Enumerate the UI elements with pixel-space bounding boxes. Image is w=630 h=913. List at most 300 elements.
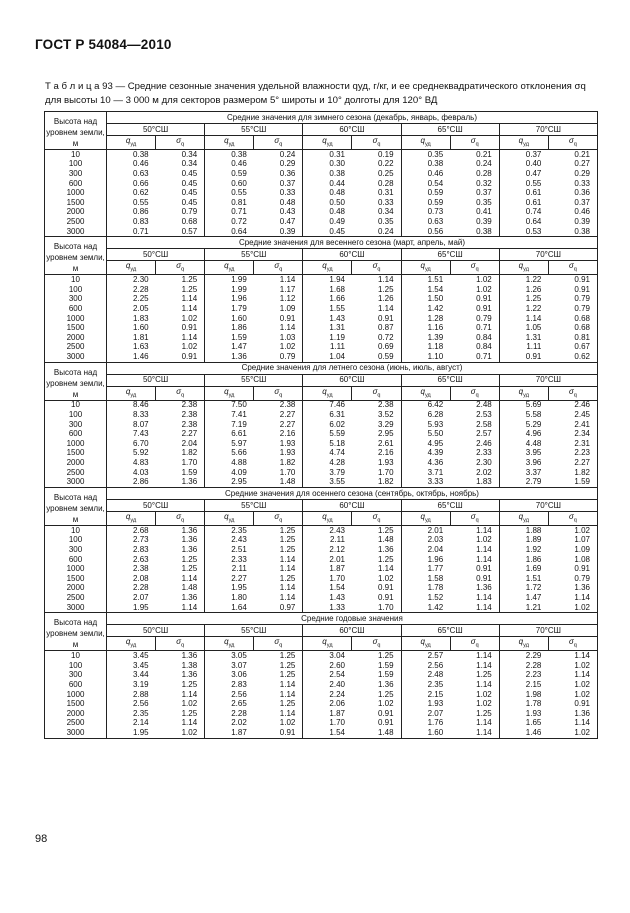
value-cell: 0.91	[254, 314, 303, 324]
table-row	[45, 352, 598, 362]
value-cell: 0.79	[156, 208, 205, 218]
latitude-header-row	[45, 374, 598, 386]
value-cell: 0.91	[548, 699, 597, 709]
latitude-header: 50°СШ	[107, 500, 205, 512]
sigma-subscript: q	[377, 266, 381, 273]
value-cell: 1.07	[548, 536, 597, 546]
altitude-cell: 100	[45, 661, 107, 671]
value-cell: 2.30	[133, 275, 149, 285]
q-subscript: уд	[130, 392, 137, 399]
sigma-subscript: q	[573, 517, 577, 524]
q-subscript: уд	[228, 141, 235, 148]
section-header-row	[45, 488, 598, 500]
value-cell: 0.28	[450, 169, 499, 179]
value-cell: 1.33	[303, 603, 352, 613]
value-cell: 0.47	[525, 168, 542, 178]
value-cell: 0.91	[352, 719, 401, 729]
altitude-cell: 2000	[45, 458, 107, 468]
value-cell: 0.79	[450, 314, 499, 324]
value-cell: 0.38	[133, 149, 149, 159]
value-cell: 0.64	[205, 227, 254, 237]
latitude-header: 55°СШ	[205, 249, 303, 261]
value-cell: 3.45	[133, 660, 149, 670]
q-symbol: q	[420, 135, 425, 145]
value-cell: 0.91	[352, 584, 401, 594]
q-subscript: уд	[130, 266, 137, 273]
value-cell: 3.33	[401, 477, 450, 487]
value-cell: 1.36	[548, 584, 597, 594]
value-cell: 1.02	[548, 680, 597, 690]
value-cell: 2.38	[156, 400, 205, 410]
latitude-header: 70°СШ	[499, 374, 597, 386]
value-cell: 0.53	[499, 227, 548, 237]
latitude-header: 60°СШ	[303, 124, 401, 136]
value-cell: 0.71	[231, 207, 247, 217]
value-cell: 1.95	[107, 728, 156, 738]
q-symbol: q	[420, 261, 425, 271]
value-cell: 0.56	[401, 227, 450, 237]
value-cell: 0.91	[156, 352, 205, 362]
q-symbol: q	[322, 261, 327, 271]
value-cell: 1.72	[525, 583, 542, 593]
value-cell: 0.73	[427, 207, 444, 217]
value-cell: 1.03	[254, 333, 303, 343]
value-cell: 0.48	[329, 207, 345, 217]
sigma-subscript: q	[573, 266, 577, 273]
table-row	[45, 690, 598, 700]
value-cell: 6.28	[427, 410, 444, 420]
table-row	[45, 439, 598, 449]
value-cell: 1.25	[156, 680, 205, 690]
q-subscript: уд	[326, 266, 333, 273]
value-cell: 0.61	[525, 197, 542, 207]
value-cell: 1.09	[254, 304, 303, 314]
q-subscript: уд	[523, 266, 529, 273]
value-cell: 1.14	[450, 661, 499, 671]
value-cell: 0.24	[352, 227, 401, 237]
value-cell: 1.58	[427, 573, 444, 583]
q-subscript: уд	[326, 141, 333, 148]
value-cell: 2.16	[352, 449, 401, 459]
value-cell: 1.96	[427, 554, 444, 564]
value-cell: 1.36	[156, 651, 205, 661]
season-title: Средние годовые значения	[107, 613, 598, 625]
value-cell: 0.91	[450, 304, 499, 314]
table-container	[44, 111, 597, 739]
altitude-cell: 1500	[45, 574, 107, 584]
value-cell: 1.14	[254, 680, 303, 690]
table-row	[45, 603, 598, 613]
value-cell: 1.59	[231, 332, 247, 342]
value-cell: 5.69	[525, 400, 542, 410]
sigma-symbol: σ	[470, 261, 476, 271]
q-subscript: уд	[523, 642, 529, 649]
table-body	[45, 112, 598, 739]
value-cell: 1.76	[427, 718, 444, 728]
value-cell: 4.83	[133, 458, 149, 468]
altitude-column-header: Высота над уровнем земли, м	[45, 488, 107, 526]
value-cell: 2.46	[548, 400, 597, 410]
value-cell: 1.70	[254, 468, 303, 478]
value-cell: 1.14	[254, 709, 303, 719]
table-row	[45, 458, 598, 468]
table-row	[45, 343, 598, 353]
value-cell: 0.38	[548, 227, 597, 237]
value-cell: 1.52	[427, 592, 444, 602]
value-cell: 0.38	[427, 159, 444, 169]
value-cell: 0.91	[352, 314, 401, 324]
value-cell: 1.14	[254, 584, 303, 594]
q-symbol: q	[224, 637, 229, 647]
value-cell: 1.25	[450, 709, 499, 719]
value-cell: 0.91	[352, 709, 401, 719]
table-row	[45, 400, 598, 410]
table-row	[45, 719, 598, 729]
value-cell: 2.33	[450, 449, 499, 459]
value-cell: 0.45	[303, 227, 352, 237]
value-cell: 2.05	[133, 303, 149, 313]
value-cell: 3.07	[231, 660, 247, 670]
value-cell: 1.02	[352, 699, 401, 709]
value-cell: 1.26	[525, 284, 542, 294]
value-cell: 0.38	[450, 227, 499, 237]
value-cell: 0.39	[548, 217, 597, 227]
value-cell: 3.05	[231, 651, 247, 661]
value-cell: 1.16	[427, 323, 444, 333]
sigma-subscript: q	[181, 642, 185, 649]
sigma-symbol: σ	[372, 511, 378, 521]
altitude-cell: 300	[45, 295, 107, 305]
value-cell: 4.36	[427, 458, 444, 468]
value-cell: 5.18	[329, 438, 345, 448]
value-cell: 0.46	[427, 168, 444, 178]
sigma-symbol-header	[548, 512, 597, 526]
table-row	[45, 304, 598, 314]
value-cell: 0.68	[548, 314, 597, 324]
altitude-cell: 1000	[45, 314, 107, 324]
q-symbol: q	[518, 135, 524, 145]
altitude-cell: 1500	[45, 699, 107, 709]
altitude-cell: 100	[45, 160, 107, 170]
value-cell: 5.97	[231, 438, 247, 448]
value-cell: 0.71	[450, 323, 499, 333]
altitude-column-header: Высота над уровнем земли, м	[45, 613, 107, 651]
sigma-symbol-header	[352, 386, 401, 400]
value-cell: 1.14	[156, 603, 205, 613]
sigma-symbol: σ	[470, 386, 476, 396]
value-cell: 3.06	[231, 670, 247, 680]
value-cell: 0.45	[156, 179, 205, 189]
section-header-row	[45, 613, 598, 625]
value-cell: 2.11	[231, 564, 247, 574]
sigma-subscript: q	[573, 392, 577, 399]
value-cell: 0.45	[156, 188, 205, 198]
value-cell: 2.61	[352, 439, 401, 449]
value-cell: 0.91	[548, 285, 597, 295]
value-cell: 0.63	[427, 216, 444, 226]
q-symbol: q	[518, 637, 524, 647]
q-symbol-header	[401, 637, 450, 651]
value-cell: 1.18	[427, 342, 444, 352]
value-cell: 0.35	[427, 149, 444, 159]
table-row	[45, 477, 598, 487]
value-cell: 1.36	[548, 709, 597, 719]
value-cell: 2.43	[231, 535, 247, 545]
value-cell: 1.36	[156, 671, 205, 681]
sigma-symbol: σ	[176, 261, 182, 271]
value-cell: 0.24	[450, 160, 499, 170]
table-row	[45, 536, 598, 546]
value-cell: 2.34	[548, 429, 597, 439]
latitude-header: 50°СШ	[107, 249, 205, 261]
q-subscript: уд	[228, 392, 235, 399]
value-cell: 4.09	[231, 467, 247, 477]
value-cell: 0.91	[156, 323, 205, 333]
latitude-header: 70°СШ	[499, 625, 597, 637]
season-title: Средние значения для осеннего сезона (сентябрь, октябрь, ноябрь)	[107, 488, 598, 500]
value-cell: 0.35	[352, 217, 401, 227]
q-symbol-header	[303, 261, 352, 275]
sigma-subscript: q	[377, 392, 381, 399]
value-cell: 2.27	[254, 410, 303, 420]
value-cell: 0.34	[156, 150, 205, 160]
value-cell: 1.59	[352, 661, 401, 671]
value-cell: 5.66	[231, 448, 247, 458]
value-cell: 4.88	[231, 458, 247, 468]
altitude-cell: 1500	[45, 449, 107, 459]
value-cell: 0.63	[133, 168, 149, 178]
value-cell: 1.70	[352, 468, 401, 478]
q-subscript: уд	[523, 392, 529, 399]
sigma-symbol: σ	[274, 135, 280, 145]
q-symbol: q	[125, 637, 131, 647]
value-cell: 0.68	[156, 217, 205, 227]
value-cell: 5.50	[427, 429, 444, 439]
q-subscript: уд	[523, 141, 529, 148]
table-row	[45, 651, 598, 661]
value-cell: 1.66	[329, 294, 345, 304]
value-cell: 2.28	[133, 284, 149, 294]
value-cell: 1.14	[450, 603, 499, 613]
table-row	[45, 709, 598, 719]
value-cell: 1.21	[499, 603, 548, 613]
value-cell: 1.14	[525, 313, 542, 323]
q-symbol-header	[205, 637, 254, 651]
value-cell: 1.14	[254, 555, 303, 565]
sigma-subscript: q	[573, 642, 577, 649]
sigma-subscript: q	[279, 141, 283, 148]
value-cell: 2.46	[450, 439, 499, 449]
altitude-cell: 1000	[45, 564, 107, 574]
latitude-header-row	[45, 500, 598, 512]
section-header-row	[45, 237, 598, 249]
sigma-symbol-header	[352, 512, 401, 526]
altitude-cell: 1000	[45, 188, 107, 198]
value-cell: 0.36	[254, 169, 303, 179]
value-cell: 7.50	[231, 400, 247, 410]
value-cell: 1.25	[156, 555, 205, 565]
value-cell: 0.43	[254, 208, 303, 218]
sigma-subscript: q	[181, 141, 185, 148]
value-cell: 1.54	[329, 583, 345, 593]
value-cell: 2.27	[548, 458, 597, 468]
table-row	[45, 593, 598, 603]
value-cell: 2.07	[133, 592, 149, 602]
table-row	[45, 699, 598, 709]
altitude-cell: 2500	[45, 343, 107, 353]
value-cell: 1.93	[254, 449, 303, 459]
latitude-header: 55°СШ	[205, 500, 303, 512]
sigma-symbol-header	[352, 637, 401, 651]
value-cell: 0.31	[329, 149, 345, 159]
value-cell: 1.60	[231, 313, 247, 323]
latitude-header: 55°СШ	[205, 625, 303, 637]
value-cell: 1.81	[133, 332, 149, 342]
value-cell: 2.95	[352, 429, 401, 439]
value-cell: 1.02	[548, 661, 597, 671]
q-symbol-header	[205, 136, 254, 150]
value-cell: 1.22	[525, 275, 542, 285]
q-symbol-header	[205, 386, 254, 400]
value-cell: 1.69	[525, 564, 542, 574]
value-cell: 2.31	[548, 439, 597, 449]
symbol-header-row	[45, 261, 598, 275]
sigma-symbol: σ	[568, 135, 574, 145]
q-symbol: q	[322, 511, 327, 521]
value-cell: 0.79	[548, 304, 597, 314]
q-subscript: уд	[228, 642, 235, 649]
altitude-cell: 2500	[45, 217, 107, 227]
value-cell: 1.77	[427, 564, 444, 574]
value-cell: 0.25	[352, 169, 401, 179]
sigma-symbol-header	[352, 136, 401, 150]
value-cell: 0.46	[231, 159, 247, 169]
value-cell: 2.38	[133, 564, 149, 574]
value-cell: 1.10	[401, 352, 450, 362]
value-cell: 0.38	[231, 149, 247, 159]
value-cell: 1.02	[156, 699, 205, 709]
table-row	[45, 208, 598, 218]
value-cell: 1.14	[450, 728, 499, 738]
table-row	[45, 564, 598, 574]
sigma-symbol: σ	[372, 135, 378, 145]
altitude-cell: 1000	[45, 690, 107, 700]
value-cell: 0.60	[231, 178, 247, 188]
value-cell: 1.68	[329, 284, 345, 294]
latitude-header: 55°СШ	[205, 374, 303, 386]
table-row	[45, 574, 598, 584]
value-cell: 1.98	[525, 689, 542, 699]
q-symbol-header	[303, 637, 352, 651]
sigma-subscript: q	[475, 642, 479, 649]
value-cell: 2.95	[205, 477, 254, 487]
value-cell: 2.15	[427, 689, 444, 699]
value-cell: 0.64	[525, 216, 542, 226]
value-cell: 6.70	[133, 438, 149, 448]
value-cell: 0.74	[525, 207, 542, 217]
value-cell: 0.22	[352, 160, 401, 170]
q-symbol: q	[224, 261, 229, 271]
sigma-subscript: q	[279, 392, 283, 399]
table-row	[45, 160, 598, 170]
value-cell: 3.29	[352, 420, 401, 430]
value-cell: 1.12	[254, 295, 303, 305]
value-cell: 1.93	[254, 439, 303, 449]
value-cell: 0.19	[352, 150, 401, 160]
value-cell: 0.45	[156, 198, 205, 208]
value-cell: 1.02	[254, 719, 303, 729]
value-cell: 0.38	[329, 168, 345, 178]
value-cell: 1.14	[548, 651, 597, 661]
sigma-subscript: q	[475, 266, 479, 273]
value-cell: 5.59	[329, 429, 345, 439]
value-cell: 1.93	[352, 458, 401, 468]
q-subscript: уд	[326, 392, 333, 399]
value-cell: 5.29	[525, 419, 542, 429]
value-cell: 1.36	[156, 526, 205, 536]
q-symbol: q	[420, 386, 425, 396]
value-cell: 1.86	[231, 323, 247, 333]
altitude-cell: 1000	[45, 439, 107, 449]
value-cell: 0.72	[352, 333, 401, 343]
value-cell: 2.04	[427, 545, 444, 555]
q-symbol: q	[224, 386, 229, 396]
value-cell: 1.93	[427, 699, 444, 709]
value-cell: 1.99	[231, 284, 247, 294]
value-cell: 2.38	[254, 400, 303, 410]
value-cell: 1.02	[156, 728, 205, 738]
altitude-column-header: Высота над уровнем земли, м	[45, 112, 107, 150]
value-cell: 5.92	[133, 448, 149, 458]
value-cell: 4.39	[427, 448, 444, 458]
table-row	[45, 188, 598, 198]
value-cell: 0.71	[450, 352, 499, 362]
q-symbol: q	[420, 637, 425, 647]
sigma-symbol-header	[156, 637, 205, 651]
value-cell: 1.22	[525, 303, 542, 313]
value-cell: 1.36	[352, 680, 401, 690]
humidity-table	[44, 111, 598, 739]
value-cell: 0.29	[548, 169, 597, 179]
section-header-row	[45, 362, 598, 374]
altitude-cell: 10	[45, 526, 107, 536]
value-cell: 0.30	[329, 159, 345, 169]
value-cell: 2.27	[156, 429, 205, 439]
value-cell: 2.28	[133, 583, 149, 593]
value-cell: 6.42	[427, 400, 444, 410]
value-cell: 0.84	[450, 343, 499, 353]
value-cell: 0.69	[352, 343, 401, 353]
value-cell: 0.62	[548, 352, 597, 362]
altitude-cell: 2500	[45, 593, 107, 603]
value-cell: 8.33	[133, 410, 149, 420]
value-cell: 1.59	[352, 671, 401, 681]
table-row	[45, 584, 598, 594]
value-cell: 1.48	[156, 584, 205, 594]
latitude-header: 65°СШ	[401, 249, 499, 261]
value-cell: 1.25	[156, 285, 205, 295]
value-cell: 1.14	[450, 680, 499, 690]
value-cell: 0.48	[254, 198, 303, 208]
value-cell: 0.57	[156, 227, 205, 237]
value-cell: 2.33	[231, 554, 247, 564]
sigma-subscript: q	[279, 642, 283, 649]
altitude-cell: 100	[45, 410, 107, 420]
value-cell: 1.39	[427, 332, 444, 342]
value-cell: 1.25	[254, 671, 303, 681]
latitude-header: 50°СШ	[107, 374, 205, 386]
value-cell: 1.47	[525, 592, 542, 602]
